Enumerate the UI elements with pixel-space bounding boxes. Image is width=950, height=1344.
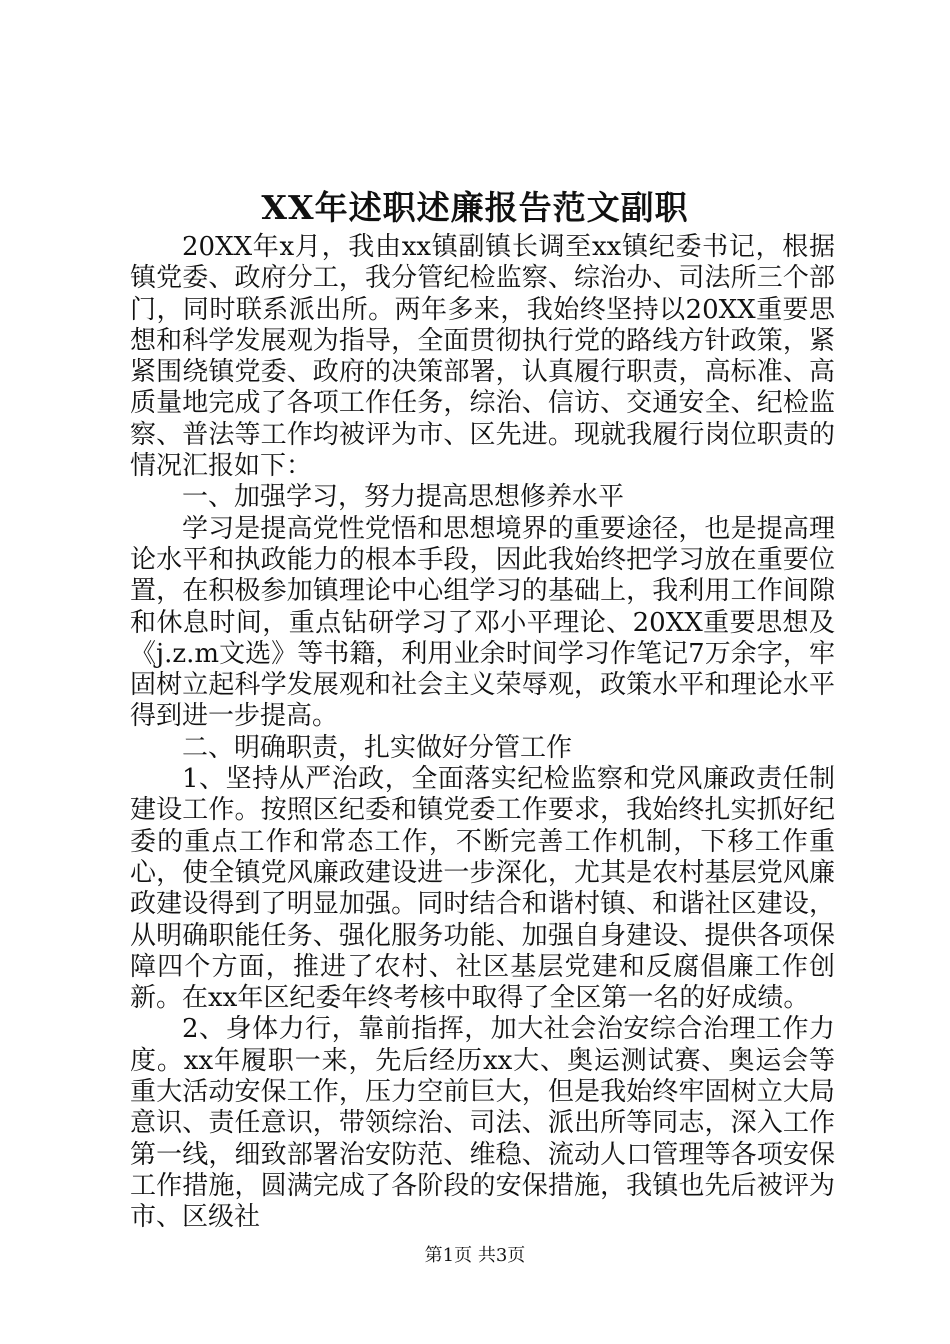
section-heading-study: 一、加强学习，努力提高思想修养水平: [182, 482, 625, 513]
section-heading-duties: 二、明确职责，扎实做好分管工作: [182, 732, 573, 763]
paragraph-security: 2、身体力行，靠前指挥，加大社会治安综合治理工作力度。xx年履职一来，先后经历xx大、奥运测试赛、奥运会等重大活动安保工作，压力空前巨大，但是我始终牢固树立大局意识、责任意识，带领综治、司法、派出所等同志，深入工作第一线，细致部署治安防范、维稳、流动人口管理等各项安保工作措施，圆满完成了各阶段的安保措施，我镇也先后被评为市、区级社: [130, 1014, 835, 1233]
page-footer: 第1页 共3页: [424, 1245, 526, 1266]
paragraph-intro: 20XX年x月，我由xx镇副镇长调至xx镇纪委书记，根据镇党委、政府分工，我分管纪检监察、综治办、司法所三个部门，同时联系派出所。两年多来，我始终坚持以20XX重要思想和科学发展观为指导，全面贯彻执行党的路线方针政策，紧紧围绕镇党委、政府的决策部署，认真履行职责，高标准、高质量地完成了各项工作任务，综治、信访、交通安全、纪检监察、普法等工作均被评为市、区先进。现就我履行岗位职责的情况汇报如下：: [130, 232, 835, 482]
paragraph-discipline: 1、坚持从严治政，全面落实纪检监察和党风廉政责任制建设工作。按照区纪委和镇党委工作要求，我始终扎实抓好纪委的重点工作和常态工作，不断完善工作机制，下移工作重心，使全镇党风廉政建设进一步深化，尤其是农村基层党风廉政建设得到了明显加强。同时结合和谐村镇、和谐社区建设，从明确职能任务、强化服务功能、加强自身建设、提供各项保障四个方面，推进了农村、社区基层党建和反腐倡廉工作创新。在xx年区纪委年终考核中取得了全区第一名的好成绩。: [130, 764, 835, 1014]
paragraph-study: 学习是提高党性党悟和思想境界的重要途径，也是提高理论水平和执政能力的根本手段，因此我始终把学习放在重要位置，在积极参加镇理论中心组学习的基础上，我利用工作间隙和休息时间，重点钻研学习了邓小平理论、20XX重要思想及《j.z.m文选》等书籍，利用业余时间学习作笔记7万余字，牢固树立起科学发展观和社会主义荣辱观，政策水平和理论水平得到进一步提高。: [130, 513, 835, 732]
document-body: [130, 232, 835, 1234]
document-title: XX年述职述廉报告范文副职: [261, 188, 689, 227]
